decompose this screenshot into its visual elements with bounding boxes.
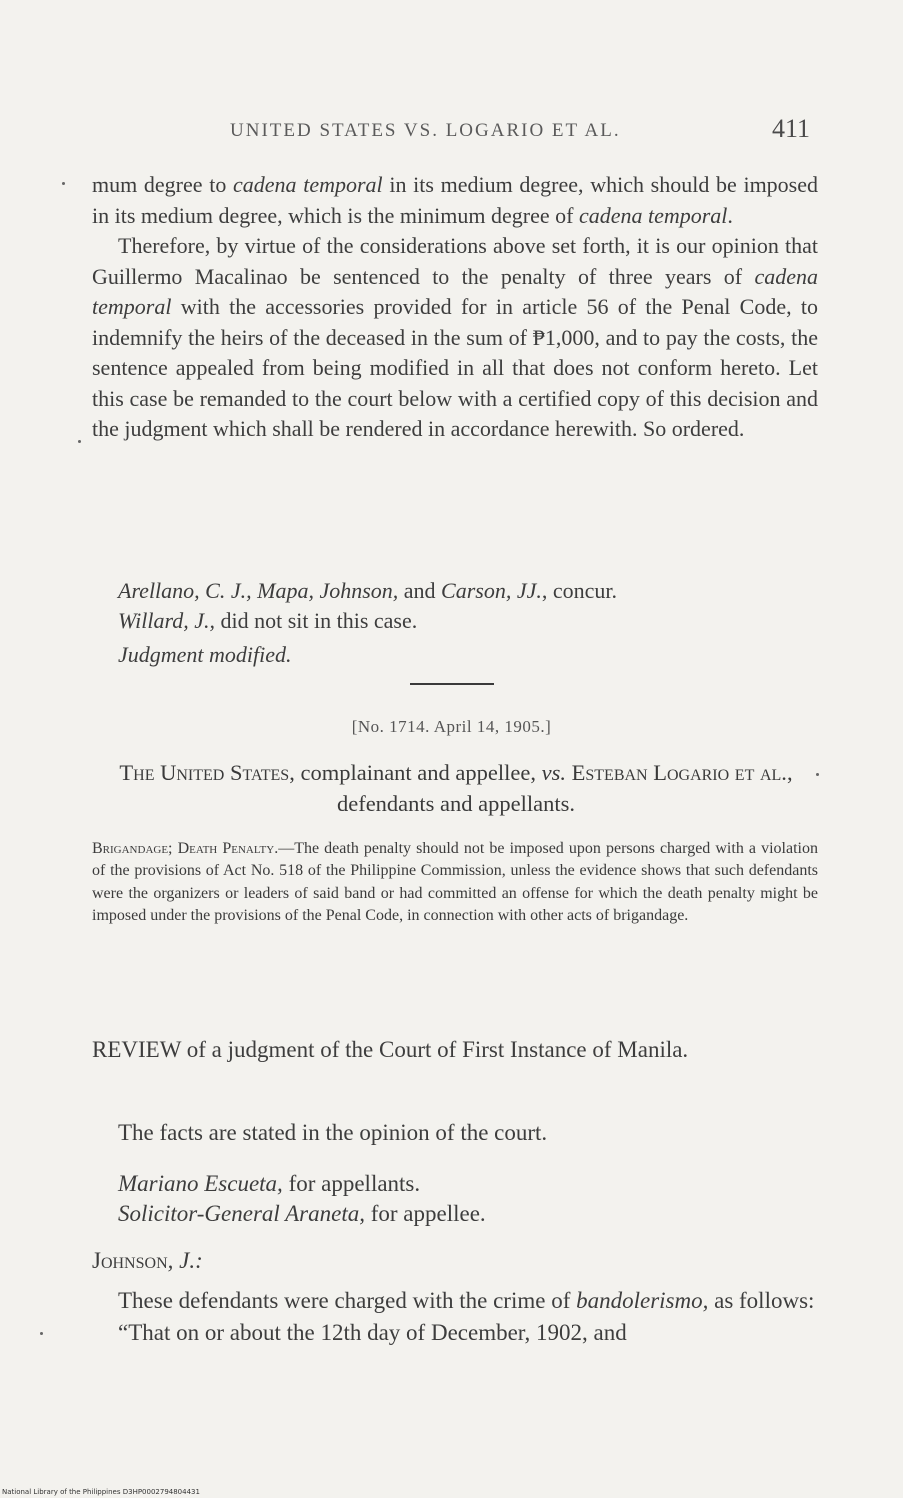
counsel-appellee: Solicitor-General Araneta, for appellee. (118, 1201, 486, 1226)
opinion-author: Johnson, J.: (92, 1248, 203, 1273)
opinion-paragraph-1: These defendants were charged with the crime of bandolerismo, as follows: (118, 1288, 815, 1313)
scan-speck (78, 440, 81, 443)
opening-text (92, 170, 818, 445)
scan-speck (816, 773, 819, 776)
review-statement: REVIEW of a judgment of the Court of First Instance of Manila. (92, 1037, 689, 1062)
syllabus-heading: Brigandage; Death Penalty. (92, 840, 279, 857)
running-head: UNITED STATES VS. LOGARIO ET AL. (230, 120, 621, 141)
syllabus-text: —The death penalty should not be imposed upon persons charged with a violation of the provisions of Act No. 518 of the Philippine Commission, unless the evidence shows that such defendants were the organizers or leaders of said band or had committed an offense for which the death penalty might be imposed under the provisions of the Penal Code, in connection with other acts of brigandage. (92, 840, 818, 924)
page-header (120, 114, 810, 150)
paragraph-disposition: Therefore, by virtue of the considerations above set forth, it is our opinion that Guillermo Macalinao be sentenced to the penalty of three years of cadena temporal with the accessories provided for in article 56 of the Penal Code, to indemnify the heirs of the deceased in the sum of ₱1,000, and to pay the costs, the sentence appealed from being modified in all that does not conform hereto. Let this case be remanded to the court below with a certified copy of this decision and the judgment which shall be rendered in accordance herewith. So ordered. (92, 233, 818, 441)
opinion-paragraph-2: “That on or about the 12th day of December, 1902, and (118, 1320, 627, 1345)
syllabus (92, 838, 818, 927)
facts-line: The facts are stated in the opinion of the court. (118, 1120, 548, 1145)
opinion-text (92, 1285, 818, 1349)
library-footer: National Library of the Philippines D3HP0002794804431 (2, 1488, 200, 1496)
not-sitting-line: Willard, J., did not sit in this case. (118, 608, 418, 633)
counsel-appellants: Mariano Escueta, for appellants. (118, 1171, 421, 1196)
judgment-line: Judgment modified. (118, 642, 292, 667)
case-number: [No. 1714. April 14, 1905.] (351, 717, 552, 736)
scan-speck (62, 182, 65, 185)
section-divider (410, 683, 494, 685)
concurrence-line: Arellano, C. J., Mapa, Johnson, and Carson, JJ., concur. (118, 578, 618, 603)
case-title: The United States, complainant and appellee, vs. Esteban Logario et al., defendants and appellants. (119, 760, 793, 816)
page-number: 411 (771, 114, 810, 143)
scan-speck (40, 1332, 43, 1335)
paragraph-sentence-continuation: mum degree to cadena temporal in its medium degree, which should be imposed in its medium degree, which is the minimum degree of cadena temporal. (92, 172, 819, 228)
